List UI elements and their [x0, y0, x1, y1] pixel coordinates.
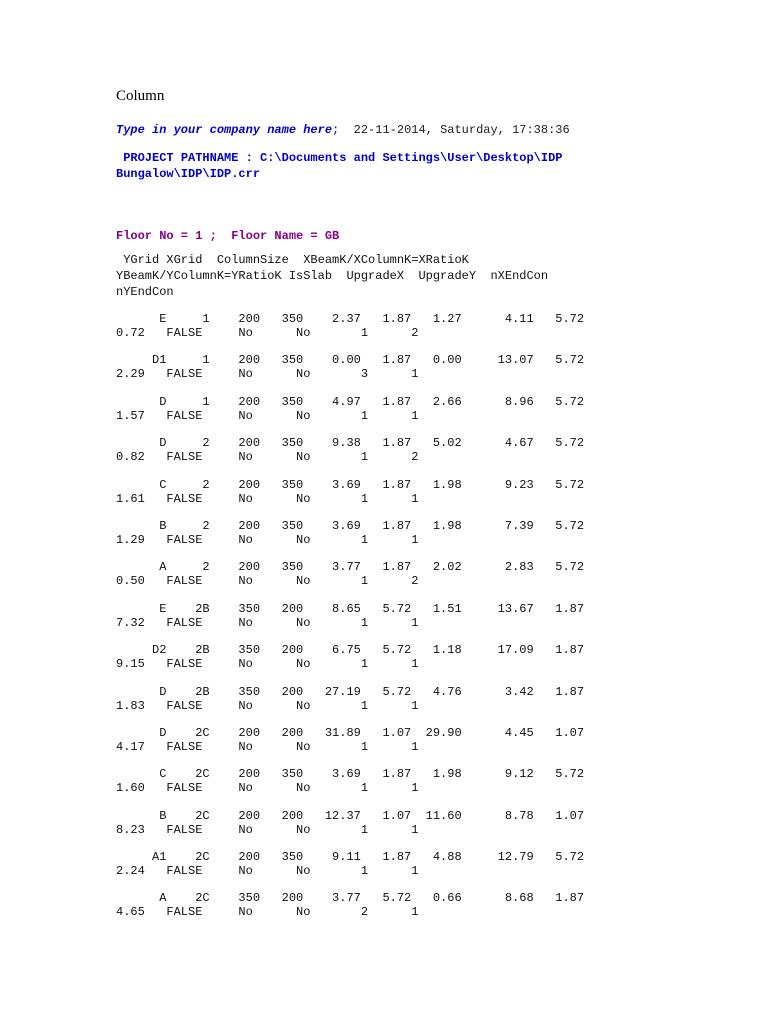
data-row: D1 1 200 350 0.00 1.87 0.00 13.07 5.72 2.29 FALSE No No 3 1 [116, 353, 585, 382]
project-pathname: PROJECT PATHNAME : C:\Documents and Settings\User\Desktop\IDP Bungalow\IDP\IDP.crr [116, 151, 563, 181]
document-heading: Column [116, 88, 165, 104]
data-row: C 2 200 350 3.69 1.87 1.98 9.23 5.72 1.61 FALSE No No 1 1 [116, 477, 585, 506]
data-row: D 2C 200 200 31.89 1.07 29.90 4.45 1.07 4.17 FALSE No No 1 1 [116, 725, 585, 754]
data-row: A1 2C 200 350 9.11 1.87 4.88 12.79 5.72 2.24 FALSE No No 1 1 [116, 850, 585, 879]
data-row: A 2 200 350 3.77 1.87 2.02 2.83 5.72 0.50 FALSE No No 1 2 [116, 560, 585, 589]
data-row: D 2 200 350 9.38 1.87 5.02 4.67 5.72 0.82 FALSE No No 1 2 [116, 436, 585, 465]
data-row: C 2C 200 350 3.69 1.87 1.98 9.12 5.72 1.60 FALSE No No 1 1 [116, 767, 585, 796]
company-name-placeholder: Type in your company name here [116, 123, 333, 137]
data-row: E 2B 350 200 8.65 5.72 1.51 13.67 1.87 7.32 FALSE No No 1 1 [116, 601, 585, 630]
column-data-rows [116, 312, 736, 919]
floor-line: Floor No = 1 ; Floor Name = GB [116, 229, 340, 243]
data-row: B 2C 200 200 12.37 1.07 11.60 8.78 1.07 8.23 FALSE No No 1 1 [116, 808, 585, 837]
data-row: B 2 200 350 3.69 1.87 1.98 7.39 5.72 1.29 FALSE No No 1 1 [116, 518, 585, 547]
company-line [116, 122, 736, 138]
company-separator: ; [332, 123, 340, 137]
data-row: A 2C 350 200 3.77 5.72 0.66 8.68 1.87 4.65 FALSE No No 2 1 [116, 891, 585, 920]
column-headers: YGrid XGrid ColumnSize XBeamK/XColumnK=XRatioK YBeamK/YColumnK=YRatioK IsSlab UpgradeX UpgradeY nXEndCon nYEndCon [116, 253, 549, 299]
document-page [116, 86, 736, 933]
data-row: D 2B 350 200 27.19 5.72 4.76 3.42 1.87 1.83 FALSE No No 1 1 [116, 684, 585, 713]
timestamp: 22-11-2014, Saturday, 17:38:36 [353, 123, 570, 137]
data-row: E 1 200 350 2.37 1.87 1.27 4.11 5.72 0.72 FALSE No No 1 2 [116, 312, 585, 340]
data-row: D2 2B 350 200 6.75 5.72 1.18 17.09 1.87 9.15 FALSE No No 1 1 [116, 643, 585, 672]
data-row: D 1 200 350 4.97 1.87 2.66 8.96 5.72 1.57 FALSE No No 1 1 [116, 394, 585, 423]
